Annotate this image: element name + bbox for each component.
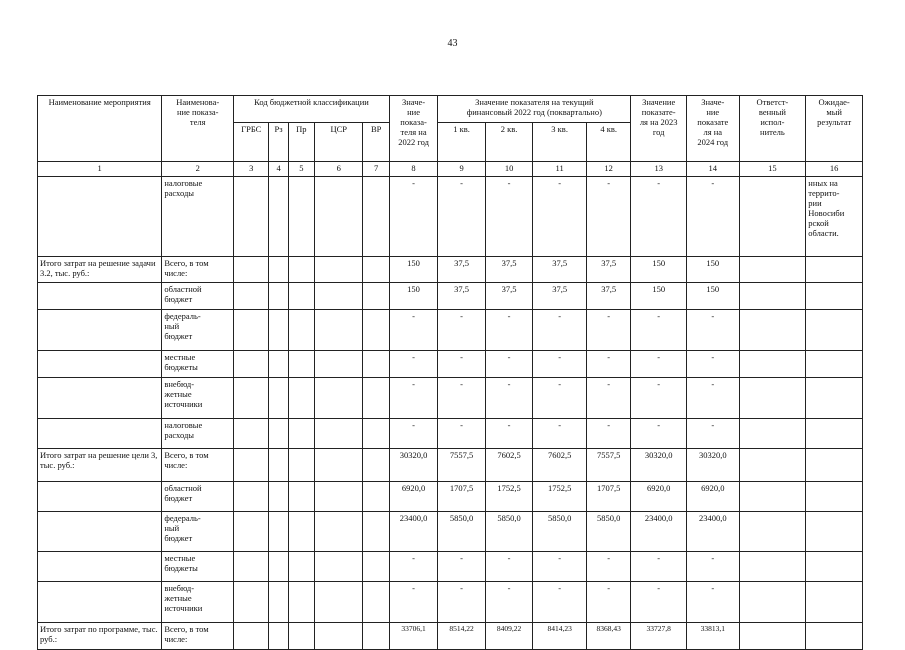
expected-result-cell [806, 449, 863, 482]
row-activity-name [38, 177, 162, 257]
budget-code-cell [314, 177, 363, 257]
budget-code-cell [288, 257, 314, 283]
table-row [38, 378, 863, 419]
budget-code-cell [234, 283, 269, 310]
budget-code-cell [269, 449, 288, 482]
row-indicator: налоговые расходы [162, 177, 234, 257]
responsible-cell [739, 482, 806, 512]
row-activity-name [38, 419, 162, 449]
budget-code-cell [363, 257, 389, 283]
row-indicator: областной бюджет [162, 482, 234, 512]
table-row [38, 310, 863, 351]
budget-code-cell [314, 351, 363, 378]
value-2024-cell: 33813,1 [686, 623, 739, 650]
value-2024-cell: - [686, 351, 739, 378]
budget-code-cell [363, 378, 389, 419]
row-activity-name [38, 512, 162, 552]
value-2022-cell: - [389, 310, 438, 351]
row-activity-name [38, 552, 162, 582]
value-2022-cell: - [389, 378, 438, 419]
value-2022-cell: - [389, 552, 438, 582]
q4-cell: 5850,0 [586, 512, 630, 552]
row-indicator: Всего, в том числе: [162, 449, 234, 482]
row-indicator: местные бюджеты [162, 351, 234, 378]
budget-code-cell [314, 449, 363, 482]
budget-code-cell [363, 177, 389, 257]
budget-code-cell [363, 419, 389, 449]
budget-code-cell [234, 482, 269, 512]
q1-cell: - [438, 351, 486, 378]
responsible-cell [739, 257, 806, 283]
value-2022-cell: - [389, 582, 438, 623]
budget-code-cell [269, 552, 288, 582]
page-number: 43 [447, 38, 458, 49]
q4-cell: - [586, 552, 630, 582]
header-rz: Рз [269, 123, 288, 162]
budget-code-cell [288, 283, 314, 310]
budget-code-cell [288, 582, 314, 623]
header-responsible: Ответст- венный испол- нитель [739, 96, 806, 162]
column-number: 15 [739, 162, 806, 177]
q2-cell: 5850,0 [485, 512, 533, 552]
q3-cell: - [533, 419, 587, 449]
expected-result-cell [806, 378, 863, 419]
q2-cell: - [485, 310, 533, 351]
q3-cell: 8414,23 [533, 623, 587, 650]
responsible-cell [739, 177, 806, 257]
expected-result-cell [806, 351, 863, 378]
header-value-2024: Значе- ние показате ля на 2024 год [686, 96, 739, 162]
q4-cell: - [586, 378, 630, 419]
q4-cell: - [586, 310, 630, 351]
table-row [38, 512, 863, 552]
header-grbs: ГРБС [234, 123, 269, 162]
budget-code-cell [314, 512, 363, 552]
expected-result-cell: нных на террито- рии Новосиби рской области. [806, 177, 863, 257]
value-2024-cell: 150 [686, 283, 739, 310]
q3-cell: 37,5 [533, 283, 587, 310]
budget-code-cell [288, 552, 314, 582]
budget-code-cell [314, 623, 363, 650]
q4-cell: 37,5 [586, 257, 630, 283]
q1-cell: 8514,22 [438, 623, 486, 650]
expected-result-cell [806, 623, 863, 650]
value-2022-cell: - [389, 419, 438, 449]
q1-cell: - [438, 552, 486, 582]
column-number: 13 [631, 162, 687, 177]
responsible-cell [739, 552, 806, 582]
q4-cell: - [586, 177, 630, 257]
row-indicator: федераль- ный бюджет [162, 310, 234, 351]
row-indicator: местные бюджеты [162, 552, 234, 582]
budget-table [37, 95, 863, 650]
table-row [38, 582, 863, 623]
value-2023-cell: 23400,0 [631, 512, 687, 552]
budget-code-cell [269, 378, 288, 419]
budget-code-cell [363, 512, 389, 552]
q3-cell: - [533, 378, 587, 419]
value-2024-cell: - [686, 552, 739, 582]
value-2024-cell: 150 [686, 257, 739, 283]
row-activity-name [38, 482, 162, 512]
header-budget-code: Код бюджетной классификации [234, 96, 390, 123]
q1-cell: - [438, 378, 486, 419]
budget-code-cell [269, 177, 288, 257]
value-2023-cell: 30320,0 [631, 449, 687, 482]
budget-code-cell [288, 482, 314, 512]
row-activity-name: Итого затрат на решение задачи 3.2, тыс. руб.: [38, 257, 162, 283]
column-number: 2 [162, 162, 234, 177]
table-row [38, 419, 863, 449]
budget-code-cell [288, 449, 314, 482]
q2-cell: - [485, 351, 533, 378]
value-2023-cell: - [631, 552, 687, 582]
column-number: 11 [533, 162, 587, 177]
header-vr: ВР [363, 123, 389, 162]
table-row [38, 177, 863, 257]
responsible-cell [739, 378, 806, 419]
value-2024-cell: - [686, 310, 739, 351]
table-row [38, 449, 863, 482]
value-2022-cell: 150 [389, 283, 438, 310]
budget-code-cell [234, 512, 269, 552]
value-2023-cell: - [631, 177, 687, 257]
budget-code-cell [269, 623, 288, 650]
value-2022-cell: 23400,0 [389, 512, 438, 552]
header-csr: ЦСР [314, 123, 363, 162]
column-number: 1 [38, 162, 162, 177]
value-2023-cell: - [631, 310, 687, 351]
q1-cell: 37,5 [438, 257, 486, 283]
value-2022-cell: 6920,0 [389, 482, 438, 512]
expected-result-cell [806, 512, 863, 552]
q2-cell: - [485, 177, 533, 257]
budget-code-cell [314, 283, 363, 310]
responsible-cell [739, 283, 806, 310]
header-value-2022: Значе- ние показа- теля на 2022 год [389, 96, 438, 162]
column-number: 10 [485, 162, 533, 177]
table-row [38, 351, 863, 378]
column-numbers-row [38, 162, 863, 177]
value-2023-cell: 150 [631, 257, 687, 283]
expected-result-cell [806, 582, 863, 623]
header-pr: Пр [288, 123, 314, 162]
value-2022-cell: - [389, 177, 438, 257]
budget-code-cell [288, 351, 314, 378]
q4-cell: 1707,5 [586, 482, 630, 512]
q4-cell: 7557,5 [586, 449, 630, 482]
value-2022-cell: 33706,1 [389, 623, 438, 650]
header-indicator: Наименова- ние показа- теля [162, 96, 234, 162]
row-indicator: внебюд- жетные источники [162, 582, 234, 623]
table-row [38, 283, 863, 310]
q2-cell: 1752,5 [485, 482, 533, 512]
budget-code-cell [234, 582, 269, 623]
responsible-cell [739, 351, 806, 378]
row-indicator: федераль- ный бюджет [162, 512, 234, 552]
row-activity-name [38, 310, 162, 351]
budget-code-cell [288, 512, 314, 552]
responsible-cell [739, 449, 806, 482]
expected-result-cell [806, 283, 863, 310]
table-row [38, 552, 863, 582]
value-2024-cell: 6920,0 [686, 482, 739, 512]
q2-cell: 37,5 [485, 257, 533, 283]
q1-cell: 37,5 [438, 283, 486, 310]
column-number: 7 [363, 162, 389, 177]
budget-code-cell [269, 482, 288, 512]
header-activity: Наименование мероприятия [38, 96, 162, 162]
budget-code-cell [269, 512, 288, 552]
budget-code-cell [363, 283, 389, 310]
value-2023-cell: 150 [631, 283, 687, 310]
budget-code-cell [269, 257, 288, 283]
responsible-cell [739, 512, 806, 552]
budget-code-cell [314, 378, 363, 419]
q1-cell: - [438, 310, 486, 351]
q3-cell: - [533, 552, 587, 582]
q3-cell: - [533, 310, 587, 351]
q1-cell: 1707,5 [438, 482, 486, 512]
q3-cell: - [533, 177, 587, 257]
row-activity-name [38, 378, 162, 419]
row-activity-name: Итого затрат на решение цели 3, тыс. руб.: [38, 449, 162, 482]
budget-code-cell [234, 552, 269, 582]
q4-cell: 37,5 [586, 283, 630, 310]
q1-cell: - [438, 419, 486, 449]
budget-code-cell [314, 582, 363, 623]
value-2024-cell: - [686, 378, 739, 419]
q2-cell: - [485, 552, 533, 582]
expected-result-cell [806, 257, 863, 283]
expected-result-cell [806, 552, 863, 582]
column-number: 6 [314, 162, 363, 177]
budget-code-cell [314, 552, 363, 582]
budget-code-cell [314, 257, 363, 283]
budget-code-cell [234, 351, 269, 378]
column-number: 5 [288, 162, 314, 177]
budget-code-cell [234, 419, 269, 449]
header-current-year: Значение показателя на текущий финансовый 2022 год (поквартально) [438, 96, 631, 123]
header-q1: 1 кв. [438, 123, 486, 162]
q4-cell: - [586, 351, 630, 378]
q4-cell: 8368,43 [586, 623, 630, 650]
q2-cell: 37,5 [485, 283, 533, 310]
column-number: 14 [686, 162, 739, 177]
row-indicator: областной бюджет [162, 283, 234, 310]
column-number: 9 [438, 162, 486, 177]
column-number: 4 [269, 162, 288, 177]
budget-code-cell [288, 623, 314, 650]
header-q3: 3 кв. [533, 123, 587, 162]
budget-code-cell [234, 449, 269, 482]
row-indicator: налоговые расходы [162, 419, 234, 449]
budget-code-cell [269, 310, 288, 351]
budget-code-cell [363, 351, 389, 378]
budget-code-cell [288, 310, 314, 351]
value-2024-cell: - [686, 419, 739, 449]
value-2024-cell: 23400,0 [686, 512, 739, 552]
q2-cell: 8409,22 [485, 623, 533, 650]
budget-code-cell [363, 482, 389, 512]
budget-code-cell [234, 257, 269, 283]
budget-code-cell [363, 310, 389, 351]
budget-code-cell [234, 177, 269, 257]
budget-code-cell [363, 449, 389, 482]
budget-code-cell [363, 552, 389, 582]
q1-cell: - [438, 582, 486, 623]
q3-cell: - [533, 582, 587, 623]
row-activity-name: Итого затрат по программе, тыс. руб.: [38, 623, 162, 650]
q1-cell: 7557,5 [438, 449, 486, 482]
responsible-cell [739, 623, 806, 650]
budget-code-cell [288, 378, 314, 419]
header-expected: Ожидае- мый результат [806, 96, 863, 162]
q2-cell: - [485, 582, 533, 623]
q2-cell: - [485, 419, 533, 449]
responsible-cell [739, 419, 806, 449]
q3-cell: 1752,5 [533, 482, 587, 512]
row-indicator: Всего, в том числе: [162, 257, 234, 283]
q1-cell: - [438, 177, 486, 257]
value-2022-cell: - [389, 351, 438, 378]
row-activity-name [38, 582, 162, 623]
value-2024-cell: - [686, 177, 739, 257]
budget-code-cell [234, 623, 269, 650]
responsible-cell [739, 582, 806, 623]
column-number: 8 [389, 162, 438, 177]
column-number: 16 [806, 162, 863, 177]
table-row [38, 623, 863, 650]
header-q4: 4 кв. [586, 123, 630, 162]
budget-code-cell [269, 582, 288, 623]
budget-code-cell [314, 419, 363, 449]
budget-code-cell [234, 310, 269, 351]
q2-cell: - [485, 378, 533, 419]
row-indicator: Всего, в том числе: [162, 623, 234, 650]
value-2023-cell: - [631, 378, 687, 419]
q3-cell: 37,5 [533, 257, 587, 283]
row-activity-name [38, 351, 162, 378]
q3-cell: - [533, 351, 587, 378]
row-indicator: внебюд- жетные источники [162, 378, 234, 419]
budget-code-cell [314, 310, 363, 351]
budget-code-cell [363, 623, 389, 650]
column-number: 12 [586, 162, 630, 177]
value-2023-cell: - [631, 419, 687, 449]
budget-code-cell [288, 177, 314, 257]
value-2023-cell: - [631, 351, 687, 378]
expected-result-cell [806, 482, 863, 512]
value-2022-cell: 150 [389, 257, 438, 283]
q4-cell: - [586, 582, 630, 623]
responsible-cell [739, 310, 806, 351]
q2-cell: 7602,5 [485, 449, 533, 482]
value-2023-cell: - [631, 582, 687, 623]
value-2022-cell: 30320,0 [389, 449, 438, 482]
budget-code-cell [269, 419, 288, 449]
value-2024-cell: 30320,0 [686, 449, 739, 482]
budget-code-cell [314, 482, 363, 512]
value-2023-cell: 33727,8 [631, 623, 687, 650]
value-2024-cell: - [686, 582, 739, 623]
row-activity-name [38, 283, 162, 310]
budget-code-cell [269, 351, 288, 378]
header-value-2023: Значение показате- ля на 2023 год [631, 96, 687, 162]
expected-result-cell [806, 310, 863, 351]
budget-code-cell [234, 378, 269, 419]
header-q2: 2 кв. [485, 123, 533, 162]
table-row [38, 482, 863, 512]
q3-cell: 7602,5 [533, 449, 587, 482]
q4-cell: - [586, 419, 630, 449]
column-number: 3 [234, 162, 269, 177]
table-row [38, 257, 863, 283]
budget-code-cell [363, 582, 389, 623]
budget-code-cell [288, 419, 314, 449]
expected-result-cell [806, 419, 863, 449]
budget-code-cell [269, 283, 288, 310]
value-2023-cell: 6920,0 [631, 482, 687, 512]
q1-cell: 5850,0 [438, 512, 486, 552]
q3-cell: 5850,0 [533, 512, 587, 552]
